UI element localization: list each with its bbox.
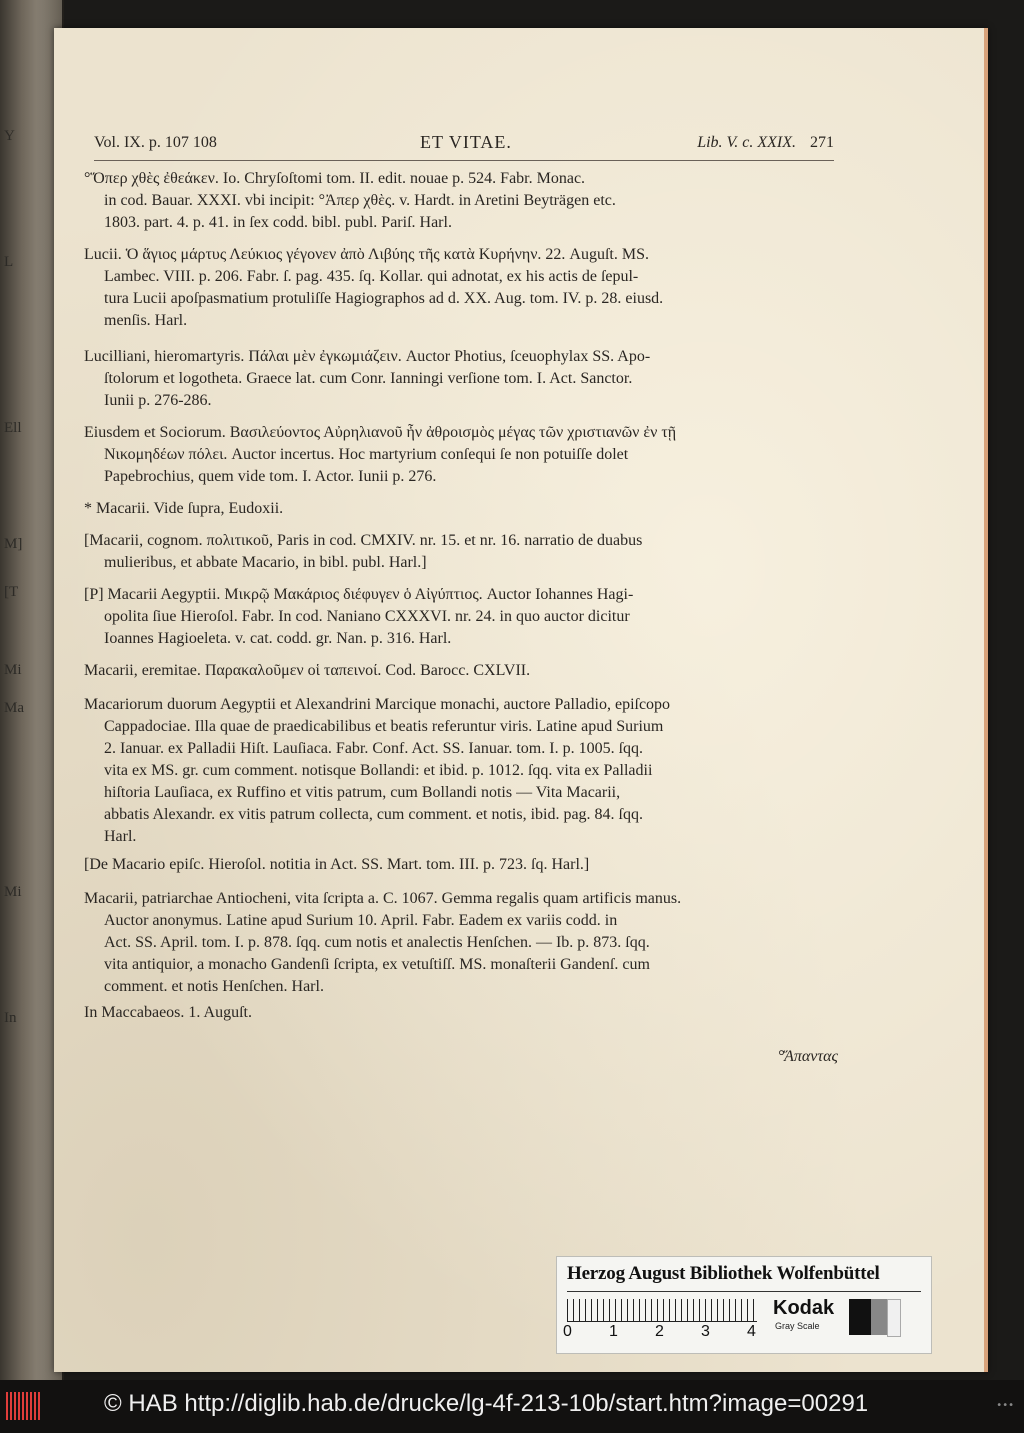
kodak-logo: Kodak [773,1297,835,1319]
entry-line: [Macarii, cognom. πολιτικοῦ, Paris in cod. CMXIV. nr. 15. et nr. 16. narratio de duabus [84,532,643,549]
barcode-icon [6,1392,40,1420]
library-name: Herzog August Bibliothek Wolfenbüttel [567,1263,880,1284]
entry-line: Lambec. VIII. p. 206. Fabr. ſ. pag. 435. ſq. Kollar. qui adnotat, ex his actis de ſepul- [104,268,639,285]
margin-fragment: Mi [4,662,22,678]
entry-line: Νικομηδέων πόλει. Auctor incertus. Hoc martyrium conſequi ſe non potuiſſe dolet [104,446,629,463]
catchword: °Ἅπαντας [777,1048,838,1065]
gray-swatch-white [887,1299,901,1337]
page-edge [984,28,988,1372]
entry-line: Act. SS. April. tom. I. p. 878. ſqq. cum notis et analectis Henſchen. — Ib. p. 873. ſqq. [104,934,650,951]
margin-fragment: M] [4,536,23,552]
entry-line: abbatis Alexandr. ex vitis patrum collecta, cum comment. et notis, ibid. pag. 84. ſqq. [104,806,643,823]
margin-fragment: Ell [4,420,22,436]
entry-line: hiſtoria Lauſiaca, ex Ruffino et vitis patrum, cum Bollandi notis — Vita Macarii, [104,784,621,801]
margin-fragment: Ma [4,700,24,716]
entry-macarii-politikou [84,530,846,574]
entry-line: * Macarii. Vide ſupra, Eudoxii. [84,500,284,517]
entry-line: 1803. part. 4. p. 41. in ſex codd. bibl. publ. Pariſ. Harl. [104,214,452,231]
entry-de-macario [84,854,846,876]
margin-fragment: L [4,254,14,270]
entry-macarii-see-above [84,498,846,520]
margin-fragment: In [4,1010,17,1026]
entry-line: in cod. Bauar. XXXI. vbi incipit: °Ἀπερ χθὲς. v. Hardt. in Aretini Beytrӓgen etc. [104,192,616,209]
entry-line: Cappadociae. Illa quae de praedicabilibus et beatis referuntur viris. Latine apud Surium [104,718,664,735]
entry-line: In Maccabaeos. 1. Auguſt. [84,1004,252,1021]
entry-line: vita antiquior, a monacho Gandenſi ſcripta, ex vetuſtiſſ. MS. monaſterii Gandenſ. cum [104,956,650,973]
entry-line: [De Macario epiſc. Hieroſol. notitia in Act. SS. Mart. tom. III. p. 723. ſq. Harl.] [84,856,590,873]
header-title: ET VITAE. [420,132,512,152]
gray-scale-label: Gray Scale [775,1321,820,1331]
entry-line: mulieribus, et abbate Macario, in bibl. publ. Harl.] [104,554,427,571]
entry-line: Ioannes Hagioeleta. v. cat. codd. gr. Nan. p. 316. Harl. [104,630,452,647]
entry-lucii [84,244,846,332]
ruler-label: 4 [747,1323,756,1340]
entry-line: Iunii p. 276-286. [104,392,212,409]
entry-line: Macariorum duorum Aegyptii et Alexandrini Marcique monachi, auctore Palladio, epiſcopo [84,696,671,713]
entry-line: °Ὅπερ χθὲς ἐθεάκεν. Io. Chryſoſtomi tom. II. edit. nouae p. 524. Fabr. Monac. [84,170,586,187]
entry-line: tura Lucii apoſpasmatium protuliſſe Hagiographos ad d. XX. Aug. tom. IV. p. 28. eiusd. [104,290,664,307]
margin-fragment: Y [4,128,15,144]
entry-lucilliani [84,346,846,412]
entry-macarii-eremitae [84,660,846,682]
gray-swatch-mid [871,1299,887,1335]
footer-bar [0,1380,1024,1433]
entry-line: Macarii, patriarchae Antiocheni, vita ſcripta a. C. 1067. Gemma regalis quam artificis manus. [84,890,682,907]
running-header [94,134,834,160]
entry-maccabaeos [84,1002,846,1024]
entry-macarii-aegyptii [84,584,846,650]
entry-line: Eiusdem et Sociorum. Βασιλεύοντος Αὐρηλιανοῦ ἦν ἀθροισμὸς μέγας τῶν χριστιανῶν ἐν τῇ [84,424,677,441]
ruler-label: 0 [563,1323,572,1340]
entry-macariorum [84,694,846,848]
entry-line: comment. et notis Henſchen. Harl. [104,978,324,995]
page-number: 271 [810,134,834,151]
entry-line: Lucilliani, hieromartyris. Πάλαι μὲν ἐγκωμιάζειν. Auctor Photius, ſceuophylax SS. Apo- [84,348,651,365]
entry-line: opolita ſiue Hieroſol. Fabr. In cod. Naniano CXXXVI. nr. 24. in quo auctor dicitur [104,608,630,625]
header-rule [94,160,834,161]
volume-reference: Vol. IX. p. 107 108 [94,134,217,151]
entry-eiusdem [84,422,846,488]
color-scale-card [556,1256,932,1354]
ruler-label: 2 [655,1323,664,1340]
entry-line: Macarii, eremitae. Παρακαλοῦμεν οἱ ταπεινοί. Cod. Barocc. CXLVII. [84,662,531,679]
card-divider [567,1291,921,1292]
ruler-label: 3 [701,1323,710,1340]
entry-line: Papebrochius, quem vide tom. I. Actor. Iunii p. 276. [104,468,437,485]
dots-icon: ••• [996,1400,1014,1411]
entry-line: menſis. Harl. [104,312,188,329]
gray-swatch-black [849,1299,871,1335]
entry-opere [84,168,846,234]
entry-macarii-antiocheni [84,888,846,998]
chapter-reference [697,134,834,152]
entry-line: vita ex MS. gr. cum comment. notisque Bollandi: et ibid. p. 1012. ſqq. vita ex Palladii [104,762,653,779]
margin-fragment: Mi [4,884,22,900]
entry-line: Lucii. Ὁ ἅγιος μάρτυς Λεύκιος γέγονεν ἀπὸ Λιβύης τῆς κατὰ Κυρήνην. 22. Auguſt. MS. [84,246,649,263]
chapter-label: Lib. V. c. XXIX. [697,134,796,151]
ruler-label: 1 [609,1323,618,1340]
margin-fragment: [T [4,584,19,600]
entry-line: Harl. [104,828,137,845]
copyright-url[interactable]: © HAB http://diglib.hab.de/drucke/lg-4f-213-10b/start.htm?image=00291 [104,1390,869,1417]
entry-line: Auctor anonymus. Latine apud Surium 10. April. Fabr. Eadem ex variis codd. in [104,912,618,929]
entry-line: 2. Ianuar. ex Palladii Hiſt. Lauſiaca. Fabr. Conf. Act. SS. Ianuar. tom. I. p. 1005. ſqq. [104,740,644,757]
entry-line: ſtolorum et logotheta. Graece lat. cum Conr. Ianningi verſione tom. I. Act. Sanctor. [104,370,633,387]
book-page [54,28,988,1372]
entry-line: [P] Macarii Aegyptii. Μικρῷ Μακάριος διέφυγεν ὁ Αἰγύπτιος. Auctor Iohannes Hagi- [84,586,634,603]
measurement-ruler [567,1299,757,1322]
